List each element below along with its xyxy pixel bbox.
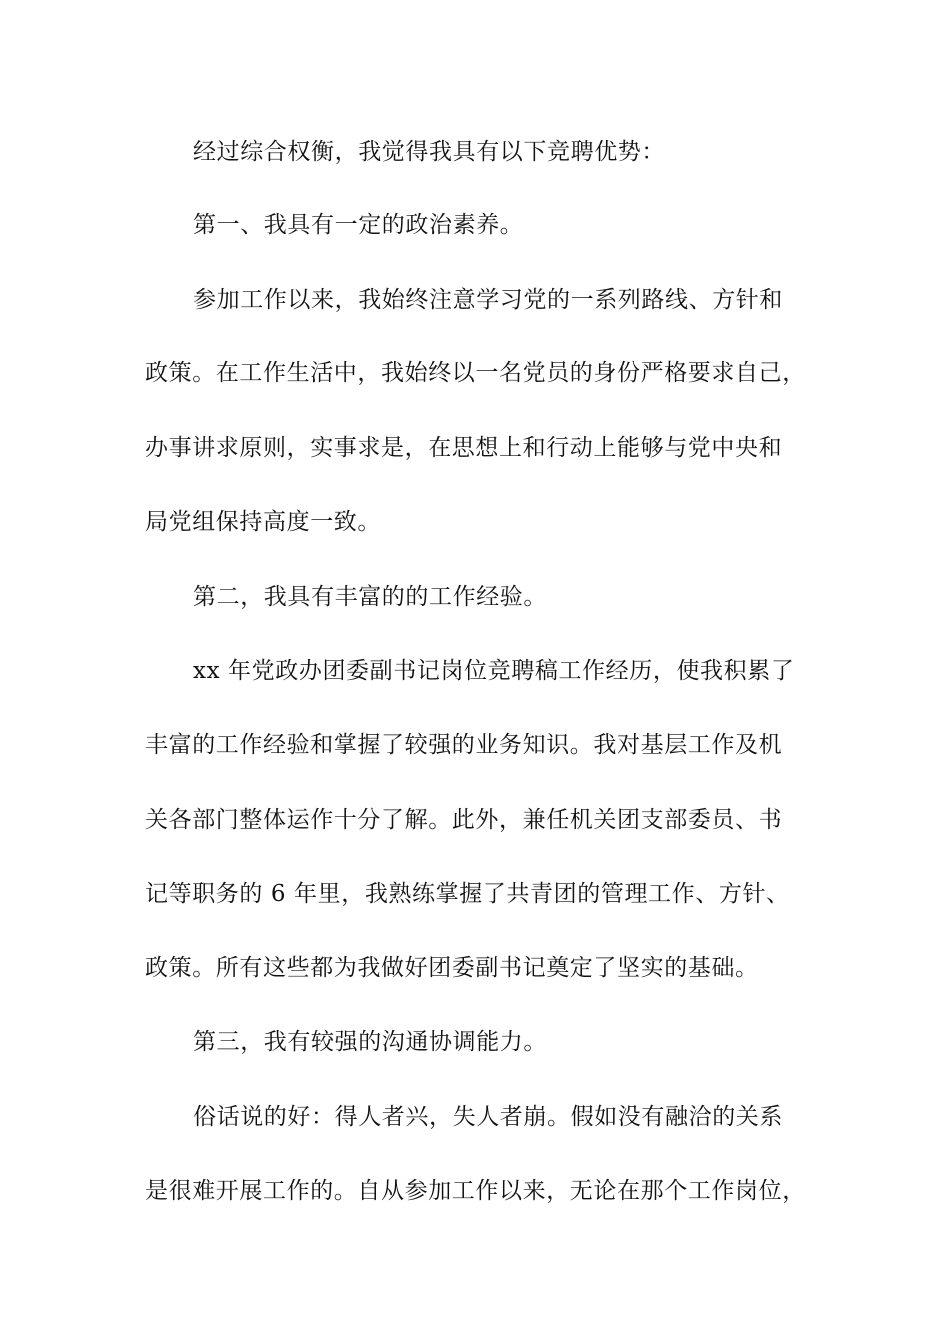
paragraph-line: 记等职务的 6 年里，我熟练掌握了共青团的管理工作、方针、 <box>145 881 790 907</box>
paragraph-line: 办事讲求原则，实事求是，在思想上和行动上能够与党中央和 <box>145 435 783 461</box>
paragraph-line: 局党组保持高度一致。 <box>145 509 381 535</box>
section-heading-1: 第一、我具有一定的政治素养。 <box>193 212 524 238</box>
section-heading-2: 第二，我具有丰富的的工作经验。 <box>193 584 547 610</box>
paragraph-line: 政策。在工作生活中，我始终以一名党员的身份严格要求自己， <box>145 360 806 386</box>
section-heading-3: 第三，我有较强的沟通协调能力。 <box>193 1029 547 1055</box>
paragraph-line: 是很难开展工作的。自从参加工作以来，无论在那个工作岗位， <box>145 1178 806 1204</box>
paragraph-line: 参加工作以来，我始终注意学习党的一系列路线、方针和 <box>193 287 783 313</box>
paragraph-line: xx 年党政办团委副书记岗位竞聘稿工作经历，使我积累了 <box>193 658 795 684</box>
paragraph-line: 俗话说的好：得人者兴，失人者崩。假如没有融洽的关系 <box>193 1104 783 1130</box>
paragraph-line: 关各部门整体运作十分了解。此外，兼任机关团支部委员、书 <box>145 807 783 833</box>
paragraph-line: 政策。所有这些都为我做好团委副书记奠定了坚实的基础。 <box>145 955 759 981</box>
paragraph-line: 经过综合权衡，我觉得我具有以下竞聘优势： <box>193 139 665 165</box>
paragraph-line: 丰富的工作经验和掌握了较强的业务知识。我对基层工作及机 <box>145 732 783 758</box>
